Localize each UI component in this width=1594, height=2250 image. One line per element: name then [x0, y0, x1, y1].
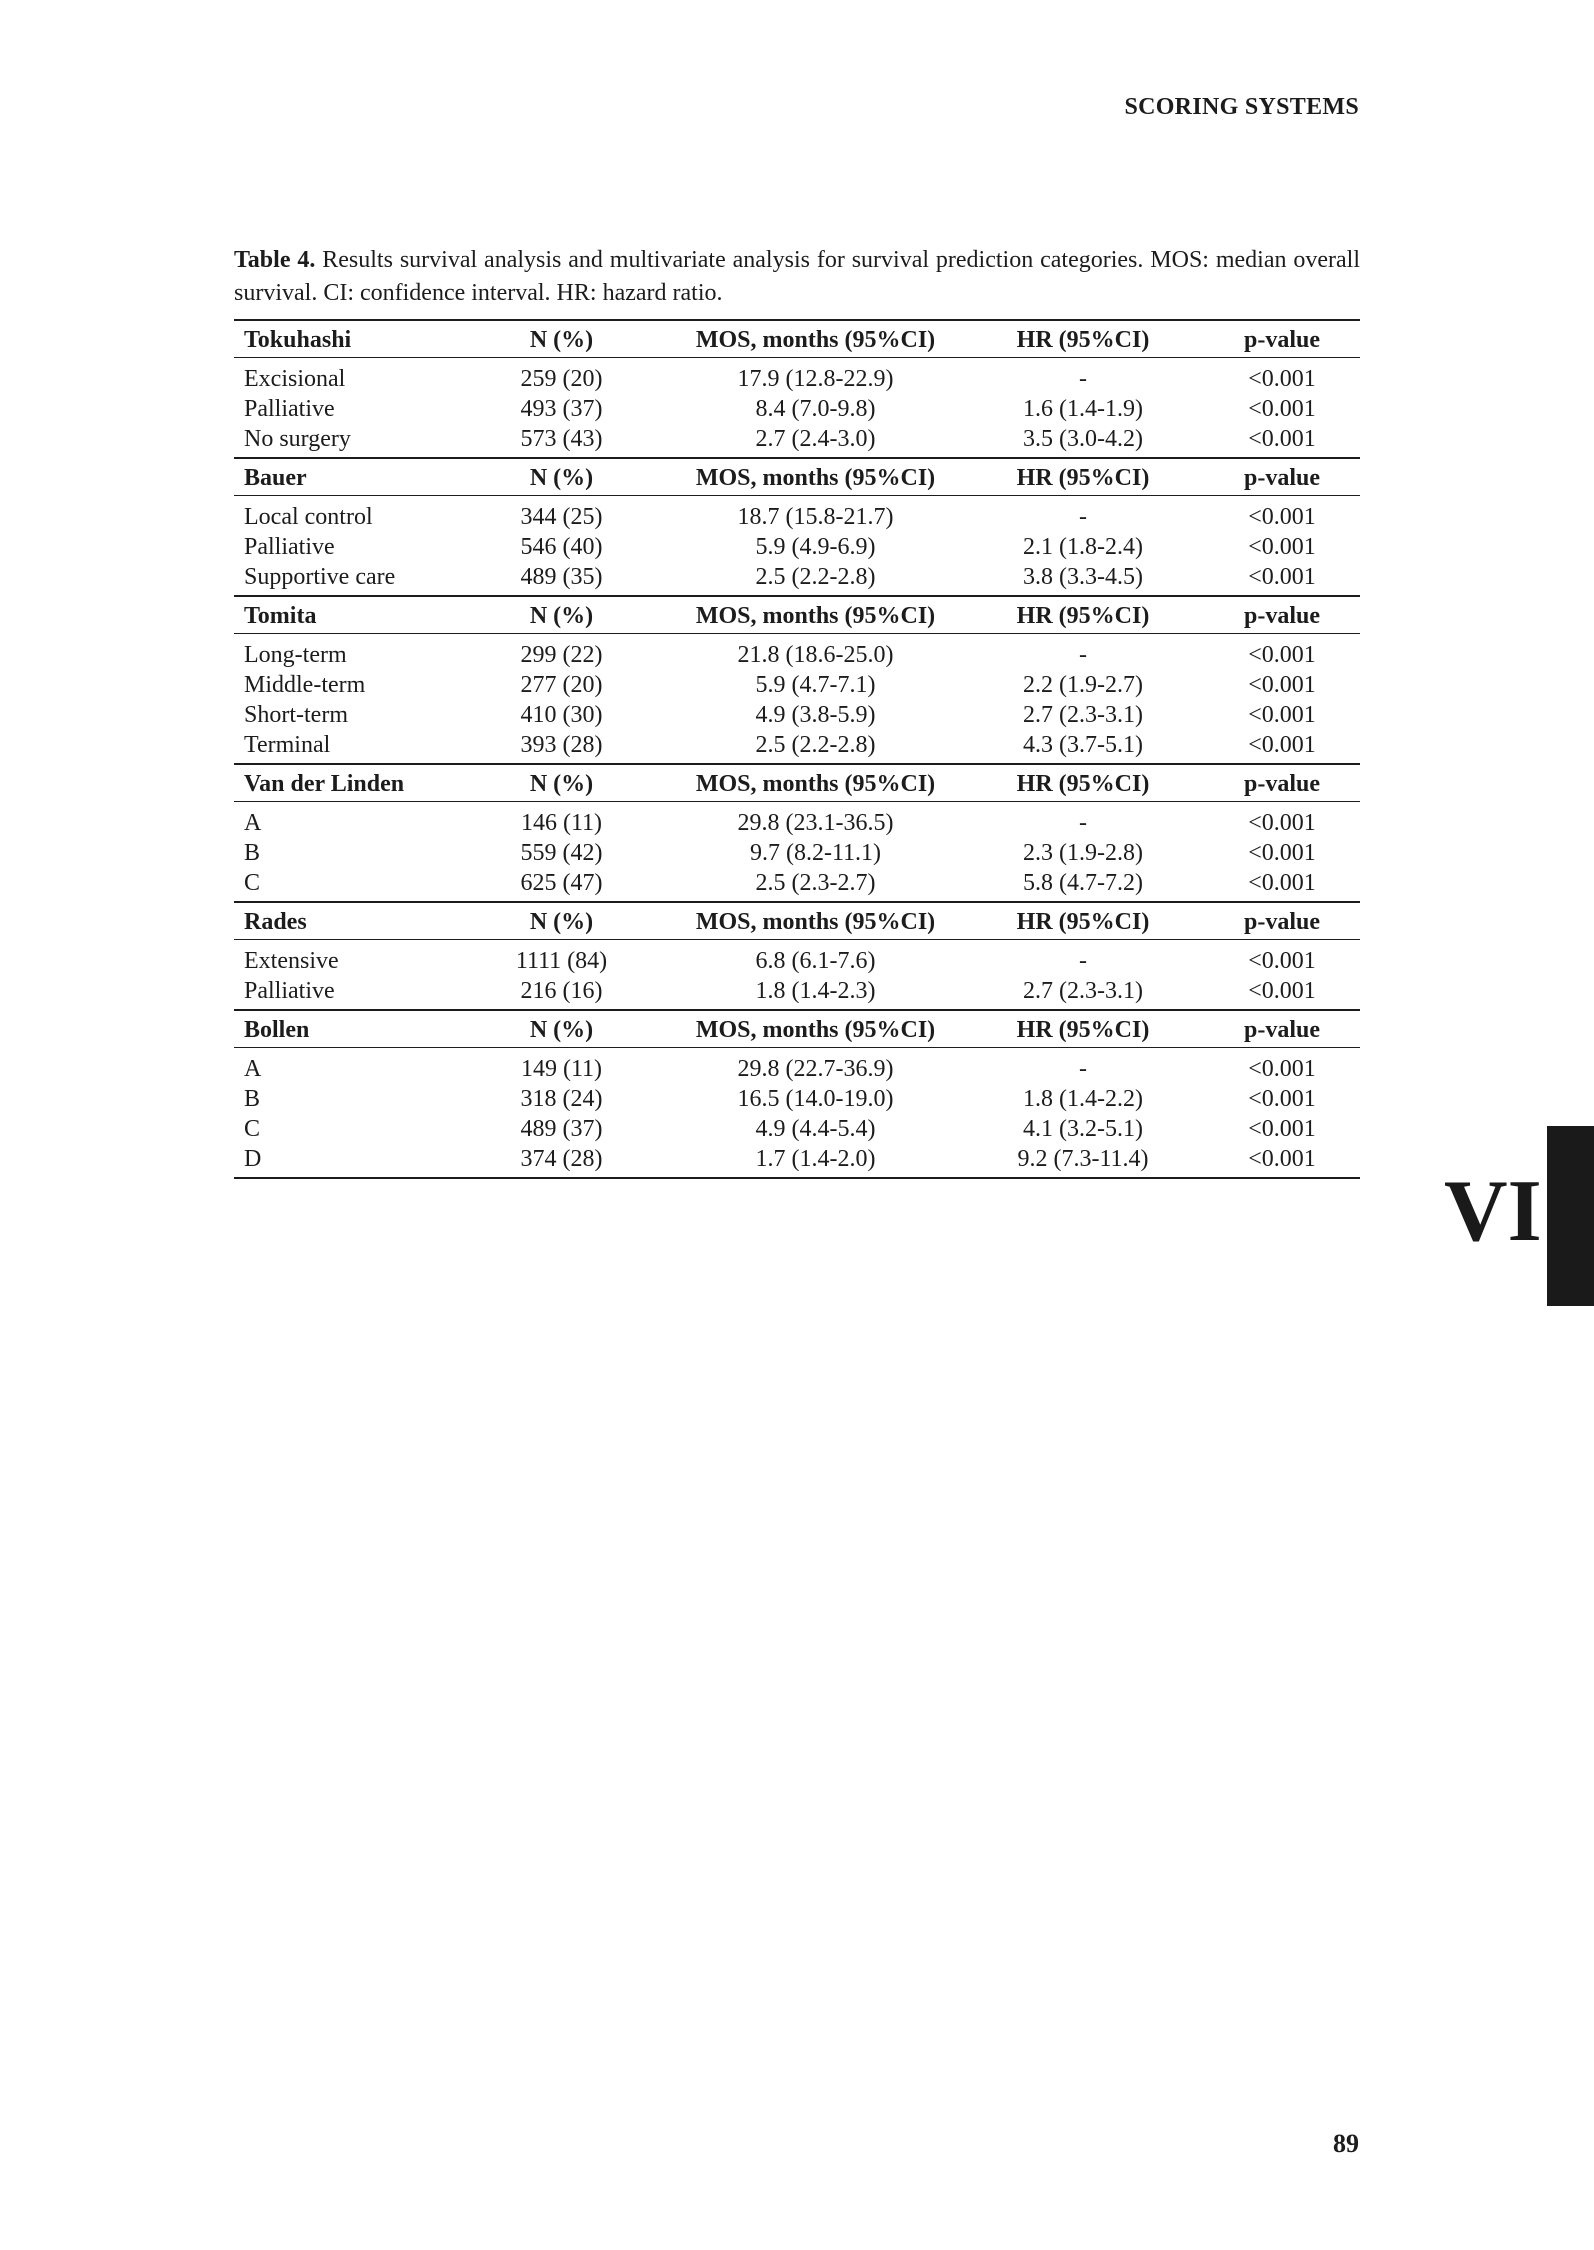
mos-header: MOS, months (95%CI) [669, 458, 962, 496]
hr-header: HR (95%CI) [962, 596, 1204, 634]
mos-header: MOS, months (95%CI) [669, 902, 962, 940]
chapter-thumb-tab [1547, 1126, 1594, 1306]
p-value-header: p-value [1204, 458, 1360, 496]
page-number: 89 [1333, 2129, 1359, 2158]
n-percent-cell: 216 (16) [520, 978, 603, 1004]
p-value-cell: <0.001 [1248, 1056, 1316, 1082]
hr-cell: - [1079, 504, 1087, 530]
results-table [234, 319, 1360, 1179]
mos-cell: 5.9 (4.9-6.9) [755, 534, 876, 560]
mos-cell: 29.8 (23.1-36.5) [737, 810, 894, 836]
p-value-cell: <0.001 [1248, 1116, 1316, 1142]
category-cell: A [244, 1056, 262, 1082]
p-value-header: p-value [1204, 902, 1360, 940]
table-row [234, 730, 1360, 764]
n-percent-cell: 149 (11) [520, 1056, 603, 1082]
section-name: Rades [234, 902, 454, 940]
hr-header: HR (95%CI) [962, 320, 1204, 358]
caption-text: Results survival analysis and multivariate analysis for survival prediction categories. MOS: median overall survival. CI: confidence interval. HR: hazard ratio. [234, 247, 1361, 306]
table-row [234, 634, 1360, 671]
p-value-cell: <0.001 [1248, 366, 1316, 392]
section-header-row [234, 320, 1360, 358]
table-row [234, 532, 1360, 562]
n-percent-cell: 546 (40) [520, 534, 603, 560]
section-header-row [234, 1010, 1360, 1048]
hr-cell: 1.6 (1.4-1.9) [1023, 396, 1143, 422]
table-row [234, 670, 1360, 700]
p-value-cell: <0.001 [1248, 564, 1316, 590]
mos-cell: 16.5 (14.0-19.0) [737, 1086, 894, 1112]
category-cell: B [244, 1086, 261, 1112]
n-percent-cell: 259 (20) [520, 366, 603, 392]
n-percent-cell: 410 (30) [520, 702, 603, 728]
section-header-row [234, 458, 1360, 496]
hr-cell: 2.1 (1.8-2.4) [1023, 534, 1143, 560]
mos-cell: 5.9 (4.7-7.1) [755, 672, 876, 698]
hr-header: HR (95%CI) [962, 458, 1204, 496]
hr-header: HR (95%CI) [962, 1010, 1204, 1048]
mos-header: MOS, months (95%CI) [669, 1010, 962, 1048]
n-percent-cell: 489 (37) [520, 1116, 603, 1142]
section-name: Tomita [234, 596, 454, 634]
table-row [234, 1048, 1360, 1085]
chapter-number: VI [1444, 1163, 1542, 1260]
hr-cell: 3.8 (3.3-4.5) [1023, 564, 1143, 590]
n-percent-header: N (%) [454, 596, 669, 634]
mos-header: MOS, months (95%CI) [669, 320, 962, 358]
mos-cell: 17.9 (12.8-22.9) [737, 366, 894, 392]
section-name: Bollen [234, 1010, 454, 1048]
mos-cell: 8.4 (7.0-9.8) [755, 396, 876, 422]
n-percent-cell: 493 (37) [520, 396, 603, 422]
mos-cell: 1.8 (1.4-2.3) [755, 978, 876, 1004]
p-value-cell: <0.001 [1248, 642, 1316, 668]
hr-cell: - [1079, 1056, 1087, 1082]
p-value-cell: <0.001 [1248, 870, 1316, 896]
p-value-header: p-value [1204, 596, 1360, 634]
category-cell: C [244, 1116, 261, 1142]
hr-cell: 2.2 (1.9-2.7) [1023, 672, 1143, 698]
p-value-cell: <0.001 [1248, 504, 1316, 530]
category-cell: Supportive care [244, 564, 396, 590]
hr-cell: 4.1 (3.2-5.1) [1023, 1116, 1143, 1142]
hr-cell: - [1079, 366, 1087, 392]
section-name: Van der Linden [234, 764, 454, 802]
category-cell: Palliative [244, 534, 335, 560]
p-value-cell: <0.001 [1248, 978, 1316, 1004]
mos-cell: 4.9 (4.4-5.4) [755, 1116, 876, 1142]
mos-cell: 2.7 (2.4-3.0) [755, 426, 876, 452]
category-cell: Short-term [244, 702, 348, 728]
n-percent-cell: 277 (20) [520, 672, 603, 698]
table-row [234, 802, 1360, 839]
n-percent-cell: 1111 (84) [515, 948, 608, 974]
running-header: SCORING SYSTEMS [1124, 94, 1359, 120]
table-label: Table 4. [234, 247, 316, 273]
hr-cell: 1.8 (1.4-2.2) [1023, 1086, 1143, 1112]
hr-cell: 4.3 (3.7-5.1) [1023, 732, 1143, 758]
n-percent-cell: 489 (35) [520, 564, 603, 590]
table-row [234, 838, 1360, 868]
table-row [234, 868, 1360, 902]
table-row [234, 940, 1360, 977]
n-percent-cell: 393 (28) [520, 732, 603, 758]
hr-header: HR (95%CI) [962, 902, 1204, 940]
table-row [234, 1114, 1360, 1144]
section-name: Tokuhashi [234, 320, 454, 358]
category-cell: Middle-term [244, 672, 366, 698]
p-value-cell: <0.001 [1248, 1086, 1316, 1112]
table-row [234, 394, 1360, 424]
mos-cell: 2.5 (2.2-2.8) [755, 564, 876, 590]
p-value-cell: <0.001 [1248, 840, 1316, 866]
hr-cell: 5.8 (4.7-7.2) [1023, 870, 1143, 896]
table-row [234, 358, 1360, 395]
n-percent-header: N (%) [454, 320, 669, 358]
p-value-cell: <0.001 [1248, 810, 1316, 836]
n-percent-header: N (%) [454, 902, 669, 940]
n-percent-cell: 573 (43) [520, 426, 603, 452]
table-row [234, 700, 1360, 730]
mos-cell: 18.7 (15.8-21.7) [737, 504, 894, 530]
p-value-header: p-value [1204, 1010, 1360, 1048]
category-cell: No surgery [244, 426, 351, 452]
p-value-cell: <0.001 [1248, 396, 1316, 422]
hr-cell: 2.7 (2.3-3.1) [1023, 978, 1143, 1004]
n-percent-cell: 559 (42) [520, 840, 603, 866]
category-cell: Long-term [244, 642, 347, 668]
table-row [234, 562, 1360, 596]
mos-cell: 29.8 (22.7-36.9) [737, 1056, 894, 1082]
category-cell: Terminal [244, 732, 331, 758]
hr-header: HR (95%CI) [962, 764, 1204, 802]
category-cell: Excisional [244, 366, 346, 392]
section-header-row [234, 596, 1360, 634]
category-cell: Palliative [244, 978, 335, 1004]
n-percent-cell: 318 (24) [520, 1086, 603, 1112]
p-value-cell: <0.001 [1248, 948, 1316, 974]
p-value-header: p-value [1204, 320, 1360, 358]
category-cell: Extensive [244, 948, 339, 974]
table-row [234, 1084, 1360, 1114]
hr-cell: 9.2 (7.3-11.4) [962, 1144, 1204, 1178]
hr-cell: - [1079, 642, 1087, 668]
table-caption [234, 244, 1360, 310]
category-cell: Local control [244, 504, 373, 530]
table-row [234, 976, 1360, 1010]
category-cell: A [244, 810, 262, 836]
section-name: Bauer [234, 458, 454, 496]
category-cell: Palliative [244, 396, 335, 422]
hr-cell: - [1079, 948, 1087, 974]
mos-cell: 2.5 (2.2-2.8) [755, 732, 876, 758]
table-row [234, 496, 1360, 533]
p-value-cell: <0.001 [1248, 702, 1316, 728]
p-value-cell: <0.001 [1204, 1144, 1360, 1178]
p-value-cell: <0.001 [1248, 732, 1316, 758]
p-value-cell: <0.001 [1248, 534, 1316, 560]
table-row [234, 1144, 1360, 1178]
category-cell: D [234, 1144, 454, 1178]
hr-cell: 2.3 (1.9-2.8) [1023, 840, 1143, 866]
mos-header: MOS, months (95%CI) [669, 596, 962, 634]
hr-cell: - [1079, 810, 1087, 836]
n-percent-header: N (%) [454, 1010, 669, 1048]
mos-header: MOS, months (95%CI) [669, 764, 962, 802]
mos-cell: 9.7 (8.2-11.1) [749, 840, 882, 866]
n-percent-cell: 374 (28) [454, 1144, 669, 1178]
mos-cell: 6.8 (6.1-7.6) [755, 948, 876, 974]
p-value-header: p-value [1204, 764, 1360, 802]
section-header-row [234, 764, 1360, 802]
p-value-cell: <0.001 [1248, 426, 1316, 452]
table-row [234, 424, 1360, 458]
category-cell: C [244, 870, 261, 896]
mos-cell: 4.9 (3.8-5.9) [755, 702, 876, 728]
category-cell: B [244, 840, 261, 866]
n-percent-header: N (%) [454, 764, 669, 802]
section-header-row [234, 902, 1360, 940]
hr-cell: 3.5 (3.0-4.2) [1023, 426, 1143, 452]
n-percent-cell: 344 (25) [520, 504, 603, 530]
p-value-cell: <0.001 [1248, 672, 1316, 698]
mos-cell: 1.7 (1.4-2.0) [669, 1144, 962, 1178]
n-percent-cell: 299 (22) [520, 642, 603, 668]
mos-cell: 21.8 (18.6-25.0) [737, 642, 894, 668]
hr-cell: 2.7 (2.3-3.1) [1023, 702, 1143, 728]
n-percent-cell: 625 (47) [520, 870, 603, 896]
n-percent-cell: 146 (11) [520, 810, 603, 836]
n-percent-header: N (%) [454, 458, 669, 496]
mos-cell: 2.5 (2.3-2.7) [755, 870, 876, 896]
